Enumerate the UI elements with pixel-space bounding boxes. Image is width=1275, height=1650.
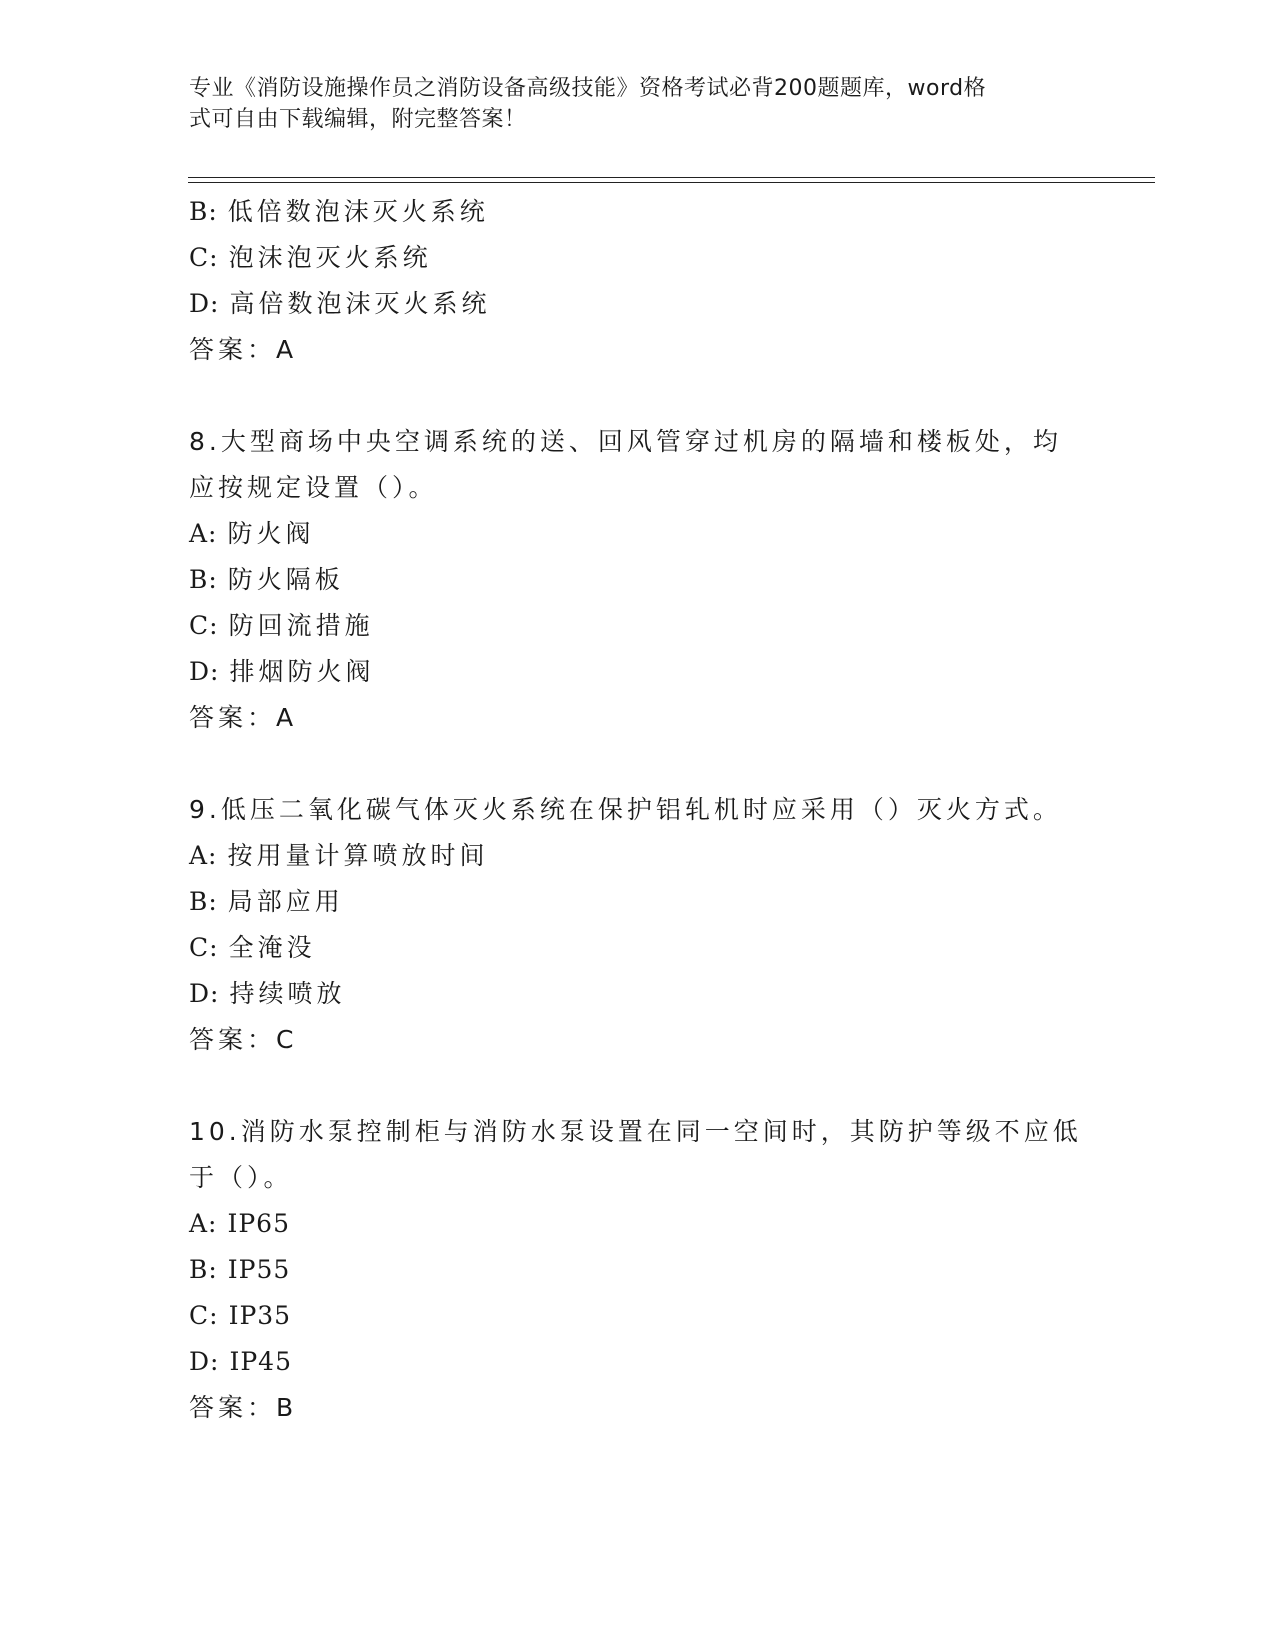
header-line-1: 专业《消防设施操作员之消防设备高级技能》资格考试必背200题题库，word格 <box>189 76 987 101</box>
answer-line <box>189 327 1089 373</box>
option-text: IP35 <box>228 1301 292 1330</box>
option-label: D: <box>189 657 220 686</box>
answer-text: 答案：A <box>189 703 298 732</box>
option-text: 防火阀 <box>227 519 315 548</box>
option-label: B: <box>189 565 218 594</box>
document-body <box>189 189 1089 1431</box>
option-text: 防火隔板 <box>227 565 344 594</box>
option-d <box>189 281 1089 327</box>
option-text: IP45 <box>229 1347 292 1376</box>
option-label: D: <box>189 289 220 318</box>
option-label: D: <box>189 1347 220 1376</box>
option-text: 持续喷放 <box>229 979 346 1008</box>
spacer <box>189 373 1089 419</box>
question-9 <box>189 787 1089 1063</box>
option-text: 排烟防火阀 <box>229 657 375 686</box>
question-10 <box>189 1109 1089 1431</box>
option-c <box>189 1293 1089 1339</box>
option-text: 泡沫泡灭火系统 <box>228 243 432 272</box>
option-label: D: <box>189 979 220 1008</box>
answer-text: 答案：A <box>189 335 298 364</box>
question-stem-line-1: 8.大型商场中央空调系统的送、回风管穿过机房的隔墙和楼板处，均 <box>189 427 1062 456</box>
question-stem-line-2: 于（）。 <box>189 1163 293 1192</box>
option-label: B: <box>189 887 218 916</box>
question-8 <box>189 419 1089 741</box>
option-text: IP65 <box>227 1209 290 1238</box>
option-label: A: <box>189 841 218 870</box>
option-b <box>189 1247 1089 1293</box>
option-a <box>189 511 1089 557</box>
option-label: C: <box>189 1301 219 1330</box>
option-text: 高倍数泡沫灭火系统 <box>229 289 491 318</box>
question-7-continuation <box>189 189 1089 373</box>
option-label: B: <box>189 197 218 226</box>
question-stem-line-1: 10.消防水泵控制柜与消防水泵设置在同一空间时，其防护等级不应低 <box>189 1117 1082 1146</box>
header-line-2: 式可自由下载编辑，附完整答案！ <box>189 107 527 132</box>
option-a <box>189 1201 1089 1247</box>
option-b <box>189 557 1089 603</box>
document-header <box>189 73 1089 135</box>
answer-text: 答案：B <box>189 1393 298 1422</box>
answer-line <box>189 1385 1089 1431</box>
option-d <box>189 1339 1089 1385</box>
option-c <box>189 925 1089 971</box>
question-stem-line-1: 9.低压二氧化碳气体灭火系统在保护铝轧机时应采用（）灭火方式。 <box>189 795 1062 824</box>
option-label: C: <box>189 611 219 640</box>
spacer <box>189 1063 1089 1109</box>
option-a <box>189 833 1089 879</box>
header-divider <box>188 177 1155 183</box>
question-stem-line-2: 应按规定设置（）。 <box>189 473 438 502</box>
spacer <box>189 741 1089 787</box>
option-c <box>189 603 1089 649</box>
option-d <box>189 649 1089 695</box>
option-text: 按用量计算喷放时间 <box>227 841 489 870</box>
option-text: 低倍数泡沫灭火系统 <box>227 197 489 226</box>
option-d <box>189 971 1089 1017</box>
option-label: C: <box>189 933 219 962</box>
option-b <box>189 879 1089 925</box>
option-text: 局部应用 <box>227 887 344 916</box>
option-b <box>189 189 1089 235</box>
option-c <box>189 235 1089 281</box>
answer-text: 答案：C <box>189 1025 298 1054</box>
answer-line <box>189 695 1089 741</box>
option-label: A: <box>189 1209 218 1238</box>
option-label: A: <box>189 519 218 548</box>
option-text: 全淹没 <box>228 933 316 962</box>
answer-line <box>189 1017 1089 1063</box>
option-text: IP55 <box>227 1255 291 1284</box>
option-label: C: <box>189 243 219 272</box>
option-label: B: <box>189 1255 218 1284</box>
option-text: 防回流措施 <box>228 611 374 640</box>
